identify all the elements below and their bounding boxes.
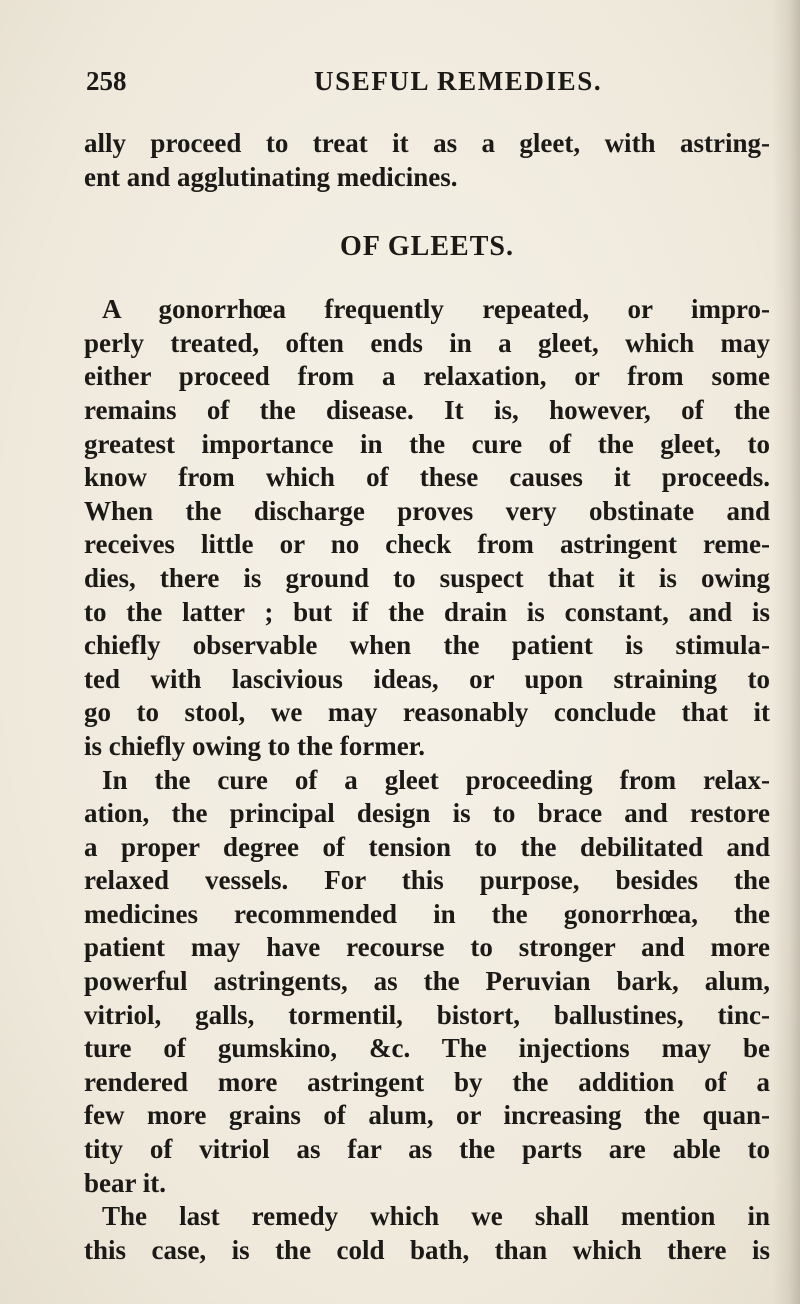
text-line: relaxed vessels. For this purpose, besides the [84, 865, 770, 896]
text-line: tity of vitriol as far as the parts are able to [84, 1134, 770, 1165]
page-edge-shadow [772, 0, 800, 1304]
text-line: go to stool, we may reasonably conclude that it [84, 697, 770, 728]
text-line: bear it. [84, 1167, 166, 1198]
text-line: When the discharge proves very obstinate and [84, 495, 770, 526]
text-line: ted with lascivious ideas, or upon straining to [84, 663, 770, 694]
text-line: receives little or no check from astringent reme- [84, 529, 770, 560]
text-line: patient may have recourse to stronger and more [84, 932, 770, 963]
running-head-title: USEFUL REMEDIES. [314, 66, 603, 96]
text-line: ally proceed to treat it as a gleet, with astring- [84, 128, 770, 158]
text-line: know from which of these causes it proceeds. [84, 462, 770, 493]
page-number: 258 [86, 66, 127, 96]
text-line: remains of the disease. It is, however, of the [84, 394, 770, 425]
text-line: dies, there is ground to suspect that it is owing [84, 562, 770, 593]
section-heading: OF GLEETS. [340, 231, 514, 263]
text-line: this case, is the cold bath, than which there is [84, 1234, 770, 1265]
body-text [84, 127, 770, 1267]
text-line: to the latter ; but if the drain is constant, and is [84, 596, 770, 627]
text-line: few more grains of alum, or increasing the quan- [84, 1100, 770, 1131]
text-line: chiefly observable when the patient is stimula- [84, 630, 770, 661]
text-line: ation, the principal design is to brace and restore [84, 798, 770, 829]
text-line: a proper degree of tension to the debilitated and [84, 831, 770, 862]
text-line: ent and agglutinating medicines. [84, 161, 458, 192]
text-line: ture of gumskino, &c. The injections may be [84, 1033, 770, 1064]
text-line: In the cure of a gleet proceeding from relax- [102, 764, 770, 795]
text-line: either proceed from a relaxation, or from some [84, 361, 770, 392]
text-line: powerful astringents, as the Peruvian bark, alum, [84, 966, 770, 997]
text-line: is chiefly owing to the former. [84, 730, 425, 761]
text-line: The last remedy which we shall mention in [102, 1201, 770, 1232]
text-line: A gonorrhœa frequently repeated, or impro- [102, 294, 770, 325]
text-line: greatest importance in the cure of the gleet, to [84, 428, 770, 459]
text-line: medicines recommended in the gonorrhœa, the [84, 898, 770, 929]
text-line: rendered more astringent by the addition of a [84, 1066, 770, 1097]
text-line: vitriol, galls, tormentil, bistort, ballustines, tinc- [84, 999, 770, 1030]
running-head [86, 66, 776, 102]
text-line: perly treated, often ends in a gleet, which may [84, 327, 770, 358]
